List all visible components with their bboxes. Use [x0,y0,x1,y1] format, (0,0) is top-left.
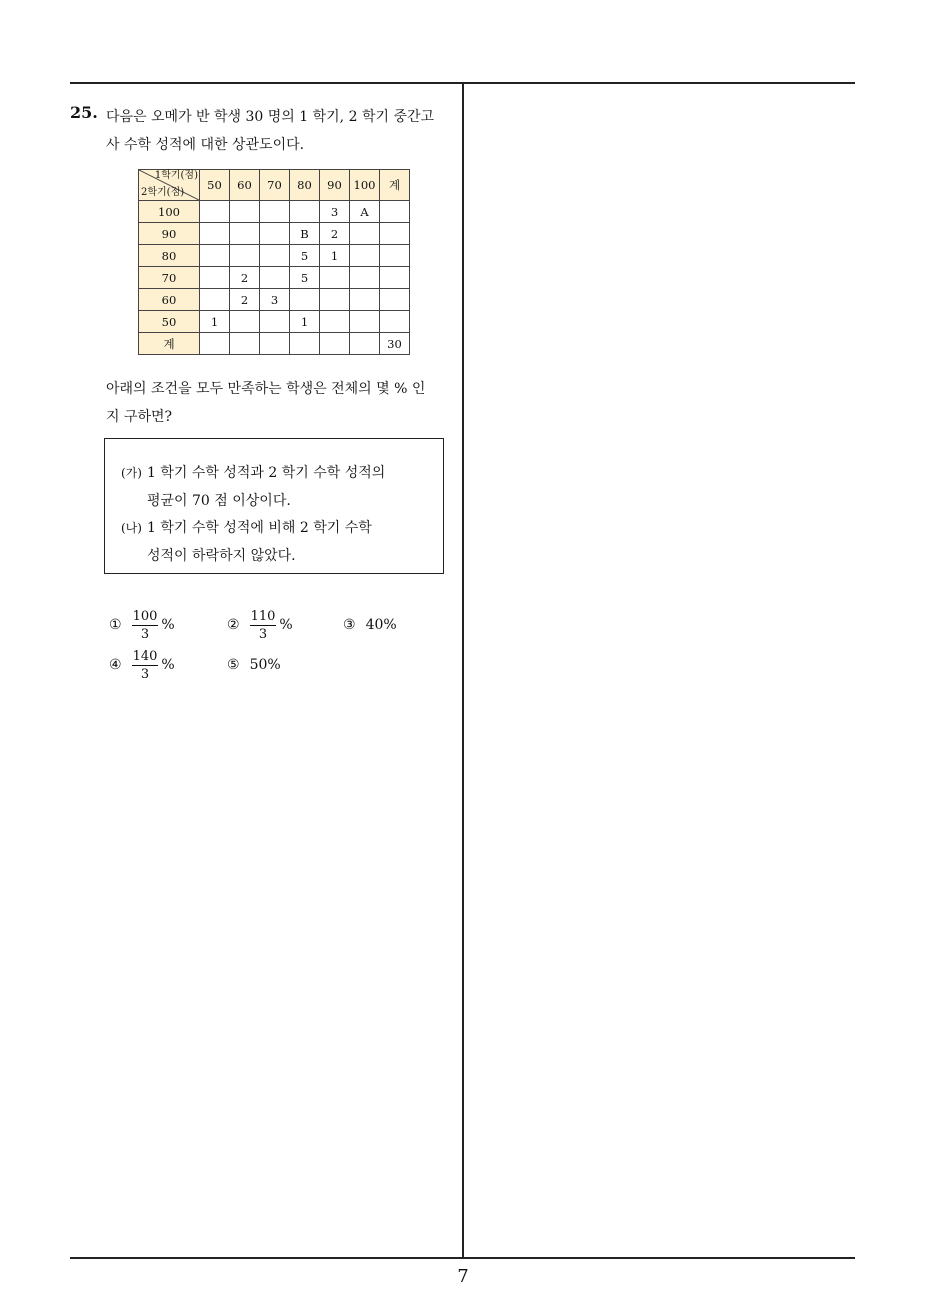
table-cell [230,333,260,355]
table-cell [350,267,380,289]
question-line-1: 다음은 오메가 반 학생 30 명의 1 학기, 2 학기 중간고 [106,109,435,125]
table-cell [200,245,230,267]
table-cell [350,245,380,267]
choice-mark: ① [109,617,122,633]
page-number: 7 [457,1266,469,1287]
table-cell: 2 [320,223,350,245]
table-cell: B [290,223,320,245]
choice-1[interactable] [109,605,175,645]
question-text [106,103,458,159]
table-cell [380,267,410,289]
table-cell [230,311,260,333]
table-cell [260,223,290,245]
column-header: 계 [380,170,410,201]
table-cell [290,333,320,355]
table-cell [200,267,230,289]
table-cell [230,223,260,245]
table-cell: 1 [200,311,230,333]
table-cell [380,223,410,245]
table-row [139,223,410,245]
condition-line: 평균이 70 점 이상이다. [147,493,291,509]
conditions-box [104,438,444,574]
choice-mark: ③ [343,617,356,633]
fraction-denominator: 3 [140,626,150,642]
table-cell [260,333,290,355]
table-cell [260,311,290,333]
table-cell [230,245,260,267]
table-cell: 2 [230,289,260,311]
table-row [139,311,410,333]
table-cell [290,201,320,223]
table-cell [200,201,230,223]
correlation-table [138,169,410,355]
table-cell: 3 [260,289,290,311]
table-cell [290,289,320,311]
table-total-row [139,333,410,355]
row-header: 70 [139,267,200,289]
table-cell [260,201,290,223]
table-cell [350,223,380,245]
row-header: 100 [139,201,200,223]
column-header: 100 [350,170,380,201]
table-cell [380,201,410,223]
condition-na [121,514,431,570]
table-cell: 5 [290,267,320,289]
table-cell: 1 [320,245,350,267]
table-cell: A [350,201,380,223]
choice-2[interactable] [227,605,293,645]
table-cell [380,311,410,333]
table-cell [380,289,410,311]
choice-3[interactable] [343,605,397,645]
row-header: 60 [139,289,200,311]
condition-line: 성적이 하락하지 않았다. [147,548,296,564]
table-cell [350,311,380,333]
table-cell: 30 [380,333,410,355]
table-cell: 2 [230,267,260,289]
table-cell [350,289,380,311]
table-cell [230,201,260,223]
choice-unit: % [279,617,293,633]
choice-unit: % [161,657,175,673]
choice-fraction [250,609,277,642]
condition-line: 1 학기 수학 성적에 비해 2 학기 수학 [147,520,372,536]
table-cell [350,333,380,355]
question-number: 25. [70,103,98,122]
column-divider [462,82,464,1258]
fraction-numerator: 100 [132,608,158,624]
choice-text: 50% [249,657,281,673]
question-line-2: 사 수학 성적에 대한 상관도이다. [106,137,305,153]
corner-label-bottom: 2학기(점) [141,187,185,198]
table-corner-cell [139,170,200,201]
choice-5[interactable] [227,645,281,685]
table-cell [320,333,350,355]
column-header: 90 [320,170,350,201]
table-cell: 3 [320,201,350,223]
table-cell [320,267,350,289]
table-cell [200,289,230,311]
prompt-line-1: 아래의 조건을 모두 만족하는 학생은 전체의 몇 % 인 [106,381,426,397]
prompt-text [106,375,458,431]
table-cell [200,333,230,355]
fraction-numerator: 140 [132,648,158,664]
table-row [139,245,410,267]
table-cell [320,289,350,311]
table-cell: 1 [290,311,320,333]
column-header: 50 [200,170,230,201]
choice-unit: % [161,617,175,633]
condition-mark: (나) [121,521,142,535]
column-header: 80 [290,170,320,201]
table-row [139,289,410,311]
table-row [139,267,410,289]
condition-ga [121,459,431,515]
table-cell [260,267,290,289]
fraction-numerator: 110 [250,608,276,624]
condition-line: 1 학기 수학 성적과 2 학기 수학 성적의 [147,465,386,481]
choice-text: 40% [365,617,397,633]
table-row [139,201,410,223]
row-header: 50 [139,311,200,333]
fraction-denominator: 3 [258,626,268,642]
table-cell [380,245,410,267]
column-header: 70 [260,170,290,201]
table-cell [200,223,230,245]
row-header: 90 [139,223,200,245]
row-header: 80 [139,245,200,267]
table-cell [320,311,350,333]
choice-fraction [132,609,159,642]
corner-label-top: 1학기(점) [154,170,198,181]
choice-4[interactable] [109,645,175,685]
choice-mark: ② [227,617,240,633]
prompt-line-2: 지 구하면? [106,409,173,425]
fraction-denominator: 3 [140,666,150,682]
table-header-row [139,170,410,201]
column-header: 60 [230,170,260,201]
row-header: 계 [139,333,200,355]
choice-mark: ④ [109,657,122,673]
choice-mark: ⑤ [227,657,240,673]
condition-mark: (가) [121,466,142,480]
choice-fraction [132,649,159,682]
table-cell [260,245,290,267]
table-cell: 5 [290,245,320,267]
